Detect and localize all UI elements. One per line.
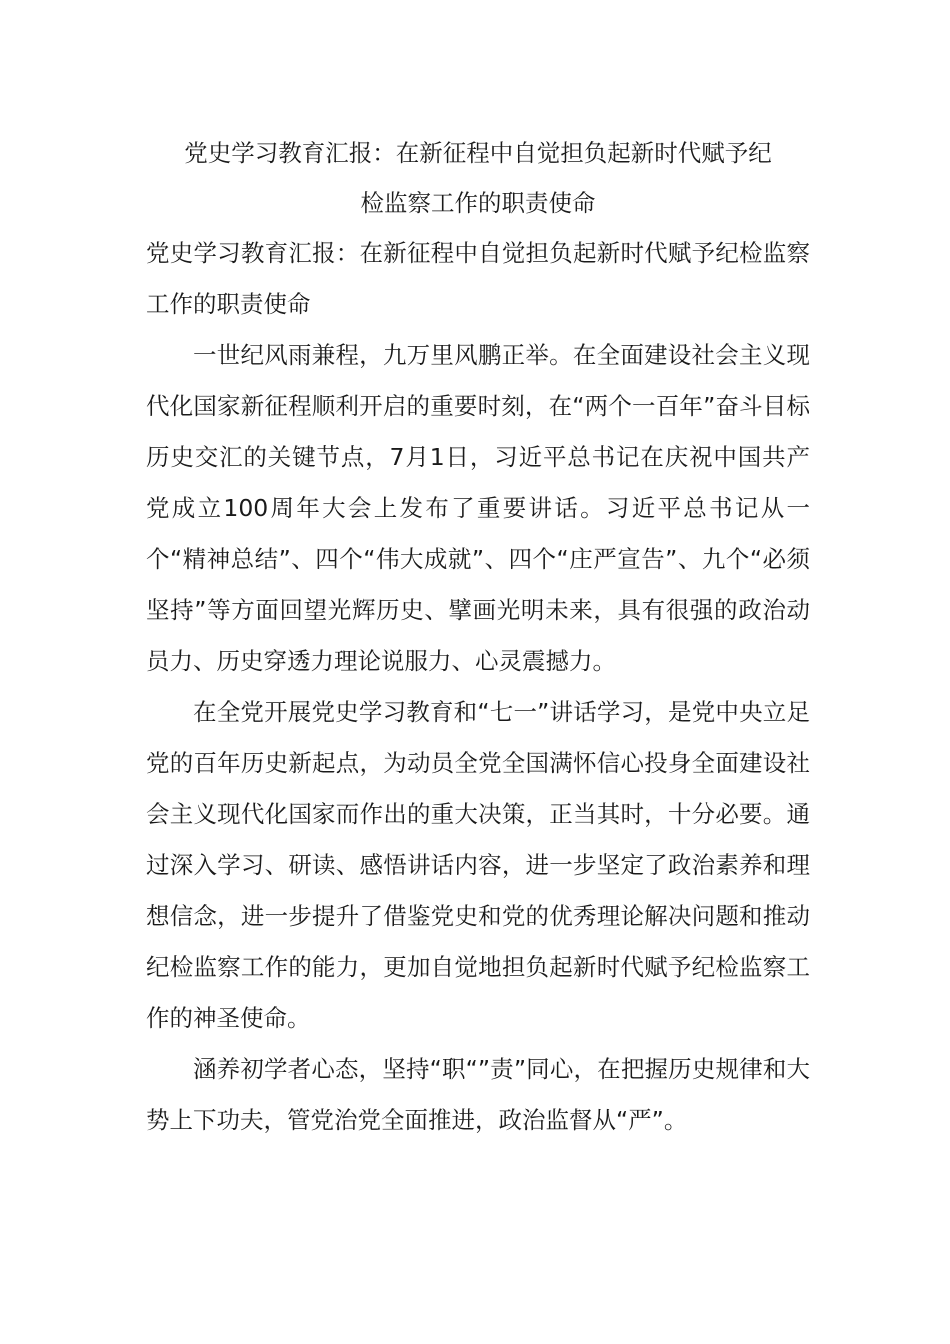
document-body [146,128,810,1146]
paragraph-1: 一世纪风雨兼程，九万里风鹏正举。在全面建设社会主义现代化国家新征程顺利开启的重要时刻，在“两个一百年”奋斗目标历史交汇的关键节点，7月1日，习近平总书记在庆祝中国共产党成立100周年大会上发布了重要讲话。习近平总书记从一个“精神总结”、四个“伟大成就”、四个“庄严宣告”、九个“必须坚持”等方面回望光辉历史、擘画光明未来，具有很强的政治动员力、历史穿透力理论说服力、心灵震撼力。 [146,341,810,675]
paragraph-2: 在全党开展党史学习教育和“七一”讲话学习，是党中央立足党的百年历史新起点，为动员全党全国满怀信心投身全面建设社会主义现代化国家而作出的重大决策，正当其时，十分必要。通过深入学习、研读、感悟讲话内容，进一步坚定了政治素养和理想信念，进一步提升了借鉴党史和党的优秀理论解决问题和推动纪检监察工作的能力，更加自觉地担负起新时代赋予纪检监察工作的神圣使命。 [146,698,810,1032]
document-subtitle: 党史学习教育汇报：在新征程中自觉担负起新时代赋予纪检监察工作的职责使命 [146,239,810,318]
title-line-1: 党史学习教育汇报：在新征程中自觉担负起新时代赋予纪 [184,139,772,167]
title-line-2: 检监察工作的职责使命 [360,189,596,217]
document-title [146,128,810,228]
paragraph-3: 涵养初学者心态，坚持“职“”责”同心，在把握历史规律和大势上下功夫，管党治党全面推进，政治监督从“严”。 [146,1055,810,1134]
